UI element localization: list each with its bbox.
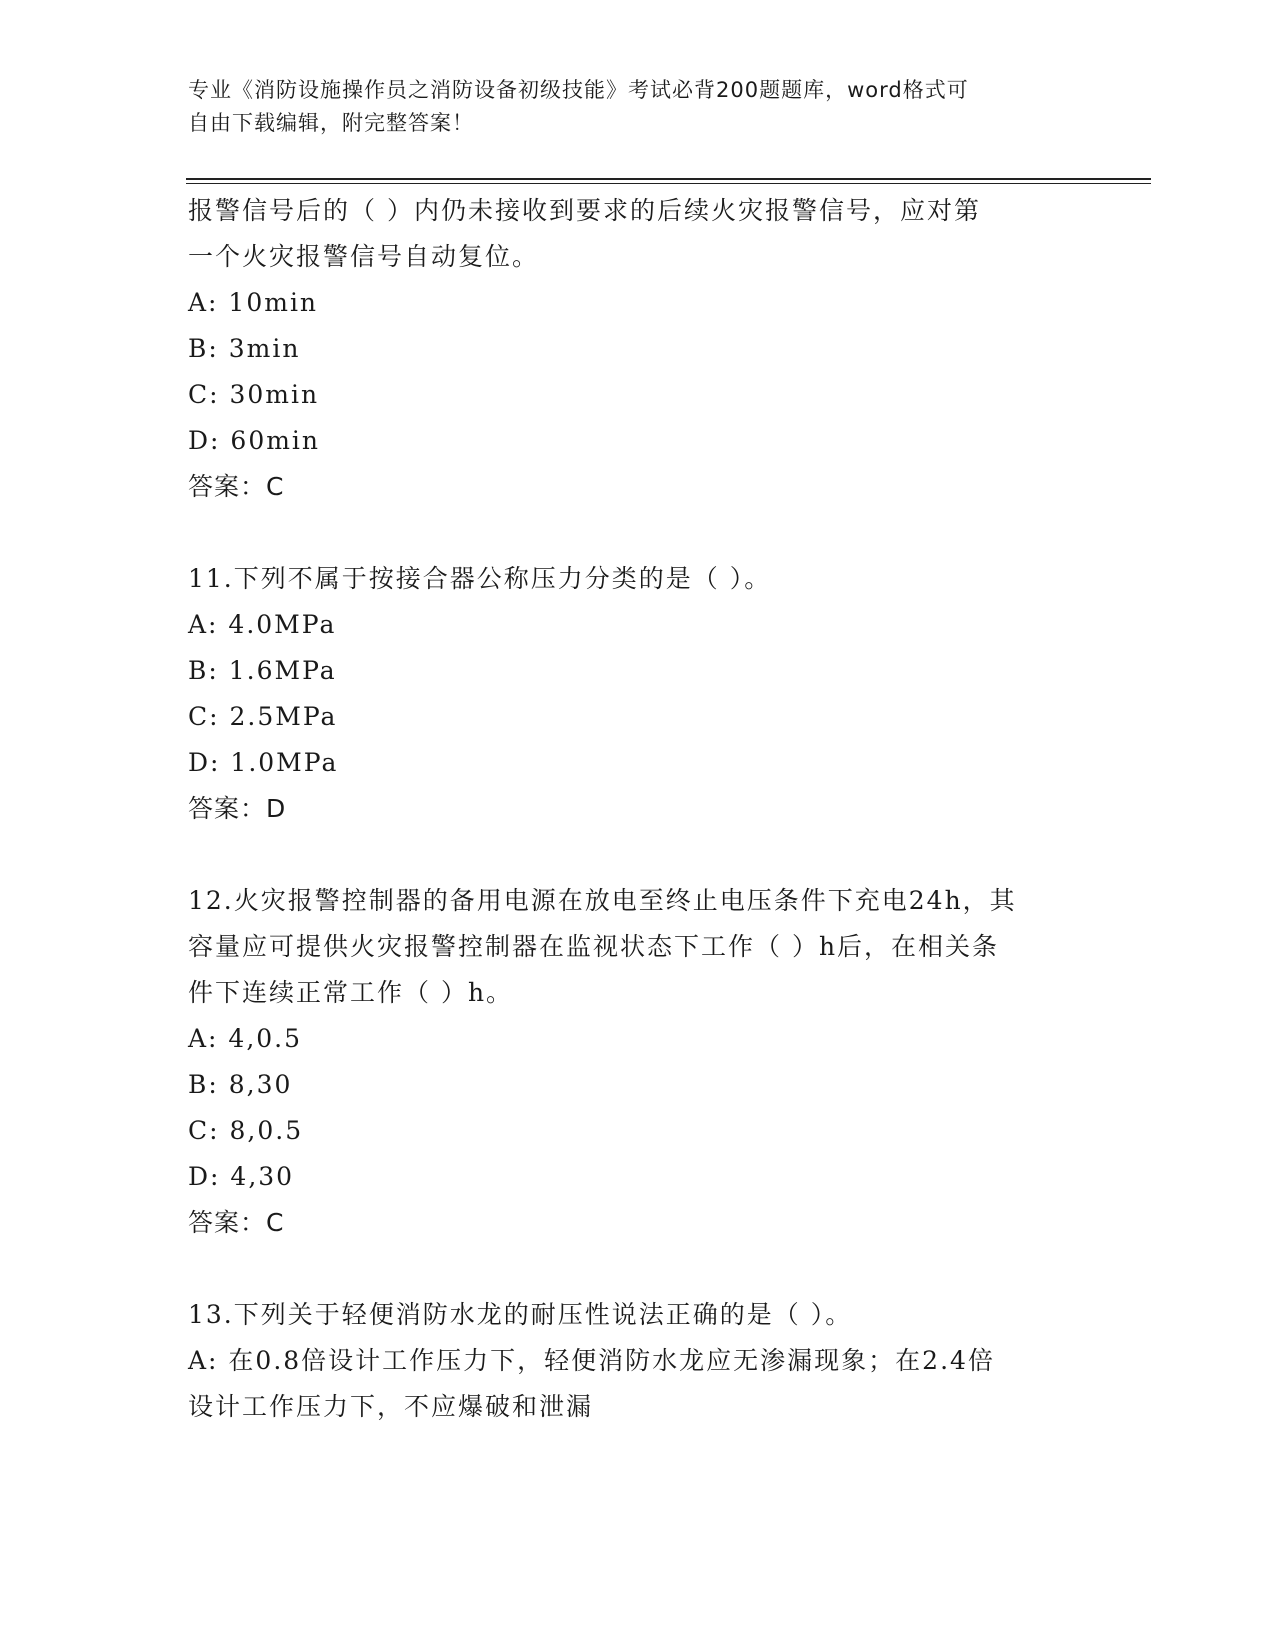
header-title-line-2: 自由下载编辑，附完整答案！ bbox=[188, 111, 474, 135]
option-a: A: 4,0.5 bbox=[188, 1024, 303, 1053]
answer: 答案：C bbox=[188, 472, 285, 501]
answer: 答案：C bbox=[188, 1208, 285, 1237]
question-text: 12.火灾报警控制器的备用电源在放电至终止电压条件下充电24h，其 bbox=[188, 886, 1017, 915]
option-c: C: 8,0.5 bbox=[188, 1116, 304, 1145]
question-text: 件下连续正常工作（ ）h。 bbox=[188, 978, 514, 1007]
option-d: D: 1.0MPa bbox=[188, 748, 339, 777]
option-d: D: 4,30 bbox=[188, 1162, 295, 1191]
option-a: A: 在0.8倍设计工作压力下，轻便消防水龙应无渗漏现象；在2.4倍 bbox=[188, 1346, 995, 1375]
answer: 答案：D bbox=[188, 794, 287, 823]
header-divider-thick bbox=[186, 178, 1151, 180]
question-13 bbox=[188, 1292, 1088, 1430]
spacer bbox=[188, 832, 1088, 878]
question-12 bbox=[188, 878, 1088, 1246]
spacer bbox=[188, 1246, 1088, 1292]
question-text: 一个火灾报警信号自动复位。 bbox=[188, 242, 540, 271]
option-c: C: 2.5MPa bbox=[188, 702, 338, 731]
header-divider-thin bbox=[186, 183, 1151, 184]
question-10 bbox=[188, 188, 1088, 510]
spacer bbox=[188, 510, 1088, 556]
option-c: C: 30min bbox=[188, 380, 320, 409]
option-a: A: 4.0MPa bbox=[188, 610, 337, 639]
option-b: B: 3min bbox=[188, 334, 301, 363]
option-a-continued: 设计工作压力下，不应爆破和泄漏 bbox=[188, 1392, 594, 1421]
option-d: D: 60min bbox=[188, 426, 321, 455]
question-text: 报警信号后的（ ）内仍未接收到要求的后续火灾报警信号，应对第 bbox=[188, 196, 981, 225]
document-header bbox=[188, 74, 1068, 140]
question-list bbox=[188, 188, 1088, 1430]
question-11 bbox=[188, 556, 1088, 832]
question-text: 容量应可提供火灾报警控制器在监视状态下工作（ ）h后，在相关条 bbox=[188, 932, 1000, 961]
option-b: B: 8,30 bbox=[188, 1070, 293, 1099]
question-text: 13.下列关于轻便消防水龙的耐压性说法正确的是（ ）。 bbox=[188, 1300, 853, 1329]
option-a: A: 10min bbox=[188, 288, 319, 317]
header-title-line-1: 专业《消防设施操作员之消防设备初级技能》考试必背200题题库，word格式可 bbox=[188, 78, 969, 102]
option-b: B: 1.6MPa bbox=[188, 656, 337, 685]
question-text: 11.下列不属于按接合器公称压力分类的是（ ）。 bbox=[188, 564, 772, 593]
